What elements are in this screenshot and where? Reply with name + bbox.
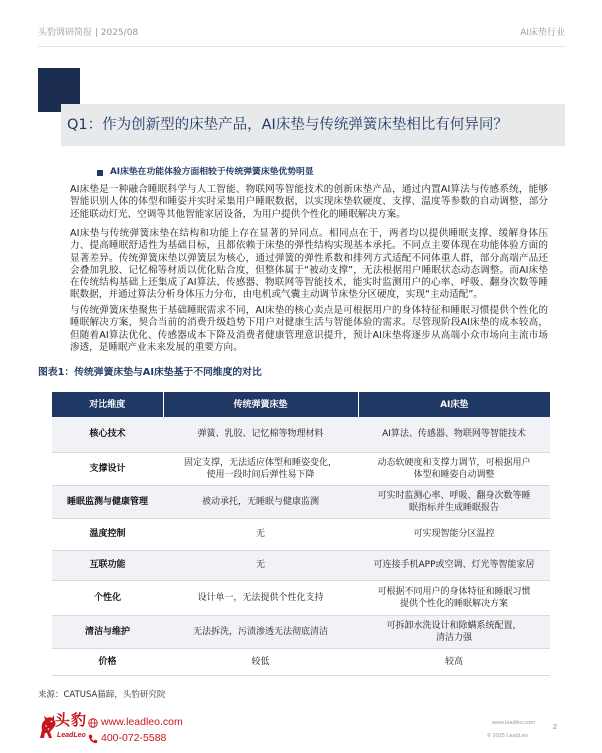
spring-mattress-cell: 无 bbox=[255, 560, 265, 570]
table-header-cell: 对比维度 bbox=[52, 392, 163, 417]
ai-mattress-cell: AI算法、传感器、物联网等智能技术 bbox=[382, 429, 526, 440]
table-row bbox=[52, 615, 550, 648]
dimension-cell: 温度控制 bbox=[89, 529, 126, 539]
spring-mattress-cell: 无法拆洗，污渍渗透无法彻底清洁 bbox=[192, 626, 328, 637]
ai-mattress-cell: 动态软硬度和支撑力调节，可根据用户 体型和睡姿自动调整 bbox=[377, 457, 531, 480]
spring-mattress-cell: 无 bbox=[255, 529, 265, 539]
dimension-cell: 睡眠监测与健康管理 bbox=[66, 496, 148, 507]
brand-logo-text: 头豹 bbox=[55, 711, 88, 729]
spring-mattress-cell: 弹簧、乳胶、记忆棉等物理材料 bbox=[197, 429, 324, 440]
table-header-cell: AI床垫 bbox=[358, 392, 550, 417]
section-heading: AI床垫在功能体验方面相较于传统弹簧床垫优势明显 bbox=[110, 167, 314, 177]
dimension-cell: 个性化 bbox=[93, 592, 121, 603]
question-title-bar bbox=[61, 104, 565, 146]
table-row bbox=[52, 648, 550, 675]
table-row bbox=[52, 580, 550, 615]
body-paragraph: AI床垫与传统弹簧床垫在结构和功能上存在显著的异同点。相同点在于，两者均以提供睡眠支撑、缓解身体压力、提高睡眠舒适性为基础目标，且都依赖于床垫的弹性结构实现基本承托。不同点主要体现在功能体验方面的显著差异。传统弹簧床垫以弹簧层为核心，通过弹簧的弹性系数和排列方式适配不同体重人群，部分高端产品还会叠加乳胶、记忆棉等材质以优化贴合度，但整体属于“被动支撑”，无法根据用户睡眠状态动态调整。而AI床垫在传统结构基础上还集成了AI算法、传感器、物联网等智能技术，能实时监测用户的心率、呼吸、翻身次数等睡眠数据，并通过算法分析身体压力分布，由电机或气囊主动调节床垫分区硬度，实现“主动适配”。 bbox=[70, 228, 548, 301]
table-header-row bbox=[52, 392, 550, 417]
spring-mattress-cell: 较低 bbox=[251, 656, 270, 667]
ai-mattress-cell: 可连接手机APP或空调、灯光等智能家居 bbox=[373, 560, 535, 570]
ai-mattress-cell: 可根据不同用户的身体特征和睡眠习惯 提供个性化的睡眠解决方案 bbox=[377, 586, 531, 609]
table-body bbox=[52, 417, 550, 675]
table-row bbox=[52, 452, 550, 485]
body-paragraph: AI床垫是一种融合睡眠科学与人工智能、物联网等智能技术的创新床垫产品，通过内置AI算法与传感系统，能够智能识别人体的体型和睡姿并实时采集用户睡眠数据，以实现床垫软硬度、支撑、温度等参数的自动调整，部分还能联动灯光、空调等其他智能家居设备，为用户提供个性化的睡眠解决方案。 bbox=[70, 184, 548, 220]
copyright-notice: © 2025 LeadLeo bbox=[487, 733, 528, 739]
dimension-cell: 支撑设计 bbox=[89, 463, 126, 474]
dimension-cell: 价格 bbox=[98, 656, 117, 667]
ai-mattress-cell: 可实时监测心率、呼吸、翻身次数等睡 眠指标并生成睡眠报告 bbox=[377, 490, 531, 513]
body-paragraph: 与传统弹簧床垫聚焦于基础睡眠需求不同，AI床垫的核心卖点是可根据用户的身体特征和睡眠习惯提供个性化的睡眠解决方案，契合当前的消费升级趋势下用户对健康生活与智能体验的需求。尽管现阶段AI床垫的成本较高，但随着AI算法优化、传感器成本下降及消费者健康管理意识提升，预计AI床垫将逐步从高端小众市场向主流市场渗透，是睡眠产业未来发展的重要方向。 bbox=[70, 305, 548, 353]
page-number: 2 bbox=[553, 724, 557, 731]
figure-source: 来源：CATUSA猫蹄，头豹研究院 bbox=[38, 690, 166, 700]
spring-mattress-cell: 设计单一，无法提供个性化支持 bbox=[197, 592, 324, 603]
dimension-cell: 清洁与维护 bbox=[84, 626, 130, 637]
spring-mattress-cell: 固定支撑，无法适应体型和睡姿变化， 使用一段时间后弹性易下降 bbox=[183, 457, 337, 480]
phone-icon bbox=[88, 734, 98, 744]
spring-mattress-cell: 被动承托，无睡眠与健康监测 bbox=[201, 496, 319, 507]
phone-number: 400-072-5588 bbox=[101, 732, 167, 744]
table-header-cell: 传统弹簧床垫 bbox=[163, 392, 358, 417]
figure-caption: 图表1：传统弹簧床垫与AI床垫基于不同维度的对比 bbox=[38, 367, 262, 378]
globe-icon bbox=[88, 718, 98, 728]
table-header bbox=[52, 392, 550, 417]
leopard-logo-icon bbox=[37, 713, 57, 739]
footer-website-small: www.leadleo.com bbox=[492, 720, 535, 726]
table-row bbox=[52, 518, 550, 550]
ai-mattress-cell: 可实现智能分区温控 bbox=[413, 529, 495, 539]
brand-logo-subtext: LeadLeo bbox=[57, 732, 86, 739]
dimension-cell: 核心技术 bbox=[89, 429, 126, 440]
dimension-cell: 互联功能 bbox=[89, 560, 126, 570]
website-link[interactable]: www.leadleo.com bbox=[101, 716, 183, 728]
table-row bbox=[52, 485, 550, 518]
table-row bbox=[52, 550, 550, 580]
ai-mattress-cell: 较高 bbox=[444, 656, 463, 667]
table-row bbox=[52, 417, 550, 452]
ai-mattress-cell: 可拆卸水洗设计和除螨系统配置， 清洁力强 bbox=[386, 620, 522, 643]
square-bullet-icon bbox=[97, 170, 103, 176]
question-title: Q1：作为创新型的床垫产品，AI床垫与传统弹簧床垫相比有何异同？ bbox=[67, 117, 508, 133]
report-series-label: 头豹调研简报 | 2025/08 bbox=[38, 28, 139, 38]
header-divider bbox=[38, 46, 565, 47]
comparison-table bbox=[52, 392, 550, 676]
industry-label: AI床垫行业 bbox=[520, 28, 565, 38]
